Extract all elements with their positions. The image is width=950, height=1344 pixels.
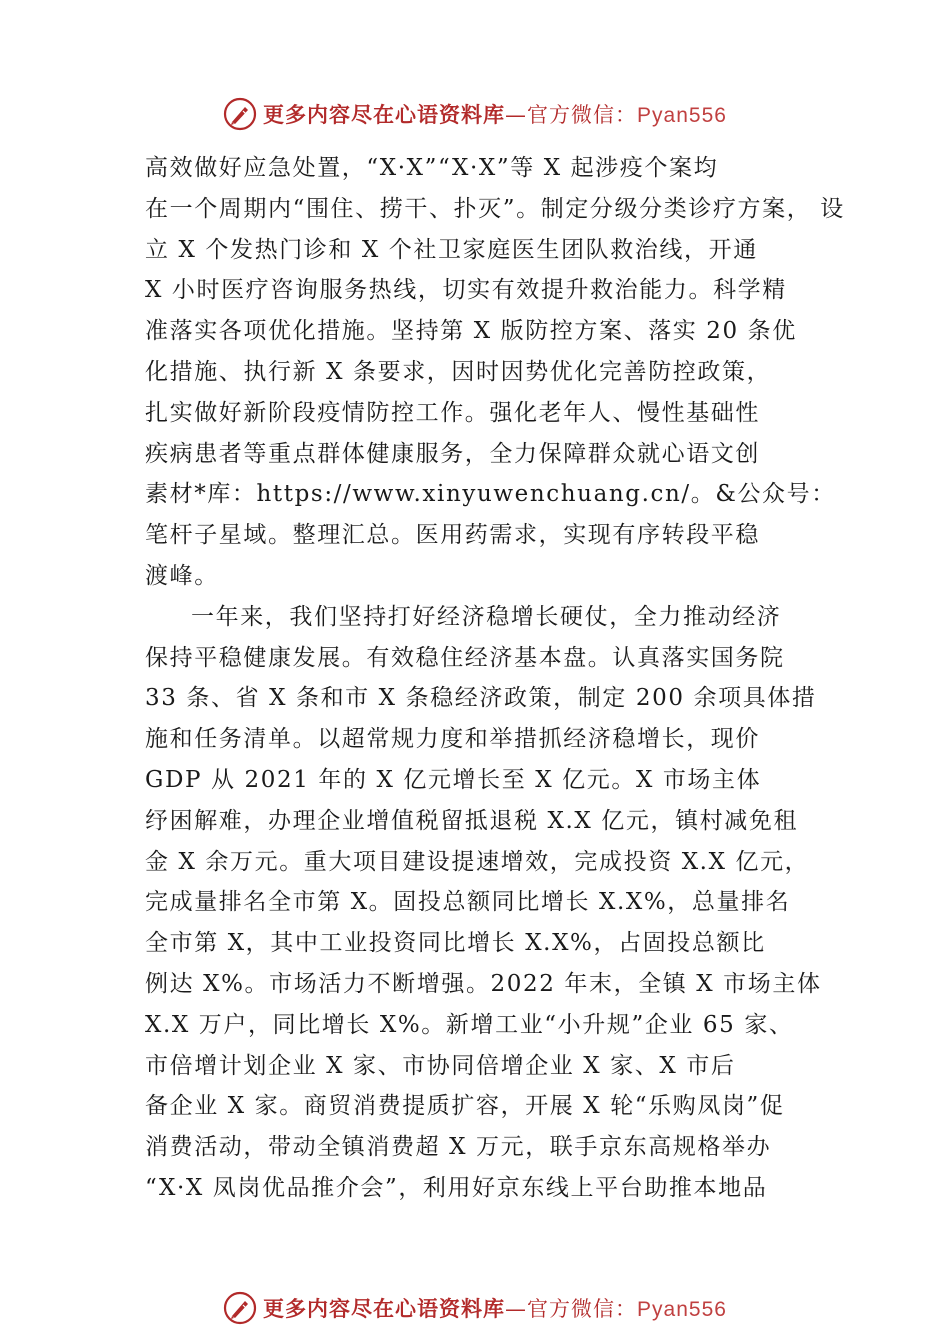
watermark-footer	[0, 1288, 950, 1328]
text-line: 市倍增计划企业 X 家、市协同倍增企业 X 家、X 市后	[145, 1052, 736, 1079]
text-line: 备企业 X 家。商贸消费提质扩容，开展 X 轮“乐购凤岗”促	[145, 1093, 785, 1120]
watermark-dash: —	[505, 1297, 528, 1321]
text-line: 纾困解难，办理企业增值税留抵退税 X.X 亿元，镇村减免租	[145, 807, 799, 834]
text-line: 准落实各项优化措施。坚持第 X 版防控方案、落实 20 条优	[145, 318, 797, 345]
text-line: 全市第 X，其中工业投资同比增长 X.X%，占固投总额比	[145, 930, 766, 957]
text-line: 化措施、执行新 X 条要求，因时因势优化完善防控政策，	[145, 358, 772, 385]
watermark-official: 官方微信：	[527, 103, 638, 127]
text-line: 疾病患者等重点群体健康服务，全力保障群众就心语文创	[145, 440, 760, 467]
text-line: 保持平稳健康发展。有效稳住经济基本盘。认真落实国务院	[145, 644, 785, 671]
watermark-handle: Pyan556	[637, 104, 727, 127]
text-line: 渡峰。	[145, 562, 219, 589]
document-body	[145, 148, 845, 1209]
text-line: 完成量排名全市第 X。固投总额同比增长 X.X%，总量排名	[145, 889, 791, 916]
text-line: GDP 从 2021 年的 X 亿元增长至 X 亿元。X 市场主体	[145, 766, 762, 793]
watermark-header	[0, 94, 950, 134]
watermark-text	[263, 99, 727, 129]
watermark-dash: —	[505, 103, 528, 127]
pen-nib-circle-icon	[223, 1291, 257, 1325]
text-line: 施和任务清单。以超常规力度和举措抓经济稳增长，现价	[145, 726, 760, 753]
watermark-handle: Pyan556	[637, 1298, 727, 1321]
text-line: 在一个周期内“围住、捞干、扑灭”。制定分级分类诊疗方案， 设	[145, 195, 845, 222]
text-line: 金 X 余万元。重大项目建设提速增效，完成投资 X.X 亿元，	[145, 848, 810, 875]
watermark-official: 官方微信：	[527, 1297, 638, 1321]
paragraph-start-line: 一年来，我们坚持打好经济稳增长硬仗，全力推动经济	[191, 603, 782, 630]
pen-nib-circle-icon	[223, 97, 257, 131]
watermark-text	[263, 1293, 727, 1323]
text-line: 消费活动，带动全镇消费超 X 万元，联手京东高规格举办	[145, 1134, 772, 1161]
watermark-brand: 更多内容尽在心语资料库	[263, 1297, 506, 1321]
text-line: 高效做好应急处置，“X·X”“X·X”等 X 起涉疫个案均	[145, 155, 719, 181]
text-line: “X·X 凤岗优品推介会”，利用好京东线上平台助推本地品	[145, 1174, 768, 1201]
text-line: 例达 X%。市场活力不断增强。2022 年末，全镇 X 市场主体	[145, 970, 822, 997]
text-line: 立 X 个发热门诊和 X 个社卫家庭医生团队救治线，开通	[145, 236, 758, 263]
text-line: 33 条、省 X 条和市 X 条稳经济政策，制定 200 余项具体措	[145, 685, 817, 712]
text-line: X 小时医疗咨询服务热线，切实有效提升救治能力。科学精	[145, 277, 787, 304]
text-line: 素材*库：https://www.xinyuwenchuang.cn/。&公众号：	[145, 481, 836, 508]
text-line: X.X 万户，同比增长 X%。新增工业“小升规”企业 65 家、	[145, 1011, 794, 1038]
text-line: 扎实做好新阶段疫情防控工作。强化老年人、慢性基础性	[145, 399, 760, 426]
text-line: 笔杆子星域。整理汇总。医用药需求，实现有序转段平稳	[145, 522, 760, 549]
watermark-brand: 更多内容尽在心语资料库	[263, 103, 506, 127]
